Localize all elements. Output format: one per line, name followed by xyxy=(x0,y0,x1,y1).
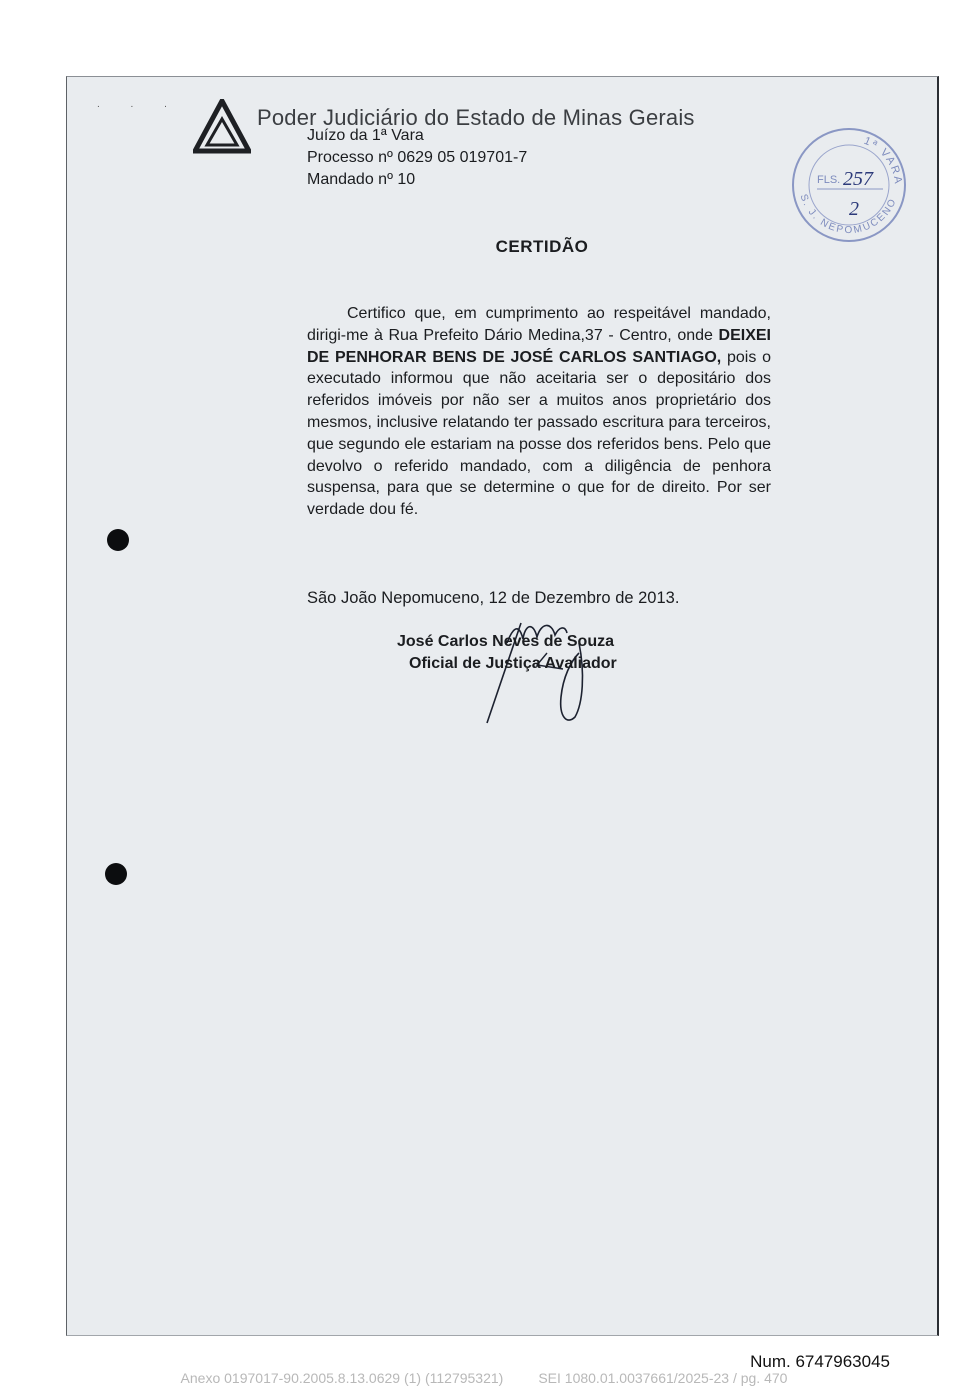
organization-name: Poder Judiciário do Estado de Minas Gerais xyxy=(257,105,695,130)
punch-hole xyxy=(105,863,127,885)
body-text-part1: Certifico que, em cumprimento ao respeitável mandado, dirigi-me à Rua Prefeito Dário Medina,37 - Centro, onde xyxy=(307,305,771,344)
court-logo-icon xyxy=(193,99,251,155)
body-text-bold: DEIXEI DE PENHORAR BENS DE JOSÉ CARLOS SANTIAGO, xyxy=(307,326,771,366)
punch-hole xyxy=(107,529,129,551)
scan-specks: . . . xyxy=(97,99,181,110)
stamp-handwritten-mark: 2 xyxy=(849,198,859,220)
signer-name: José Carlos Neves de Souza xyxy=(397,633,614,650)
body-text-part2: pois o executado informou que não aceitaria ser o depositário dos referidos imóveis por não ser a muitos anos proprietário dos mesmos, inclusive relatando ter passado escritura para terceiros, que segundo ele estariam na posse dos referidos bens. Pelo que devolvo o referido mandado, com a diligência de penhora suspensa, para que se determine o que for de direito. Por ser verdade dou fé. xyxy=(307,348,772,519)
process-number: Processo nº 0629 05 019701-7 xyxy=(307,149,528,166)
stamp-bottom-text: S. J. NEPOMUCENO xyxy=(797,192,900,237)
signer-role: Oficial de Justiça Avaliador xyxy=(409,655,617,672)
scanned-page xyxy=(66,76,939,1336)
page-number: Num. 6747963045 xyxy=(750,1352,890,1371)
certificate-body xyxy=(307,303,771,521)
stamp-fls-label: FLS. xyxy=(817,174,841,186)
court-name: Juízo da 1ª Vara xyxy=(307,127,424,144)
stamp-fls-value: 257 xyxy=(843,168,873,190)
page-footer: Anexo 0197017-90.2005.8.13.0629 (1) (112795321) SEI 1080.01.0037661/2025-23 / pg. 470 xyxy=(180,1370,788,1386)
court-stamp xyxy=(787,127,911,245)
stamp-top-text: 1ª VARA xyxy=(862,134,905,187)
warrant-number: Mandado nº 10 xyxy=(307,171,416,188)
place-and-date: São João Nepomuceno, 12 de Dezembro de 2013. xyxy=(307,589,680,607)
document-title: CERTIDÃO xyxy=(495,237,589,256)
